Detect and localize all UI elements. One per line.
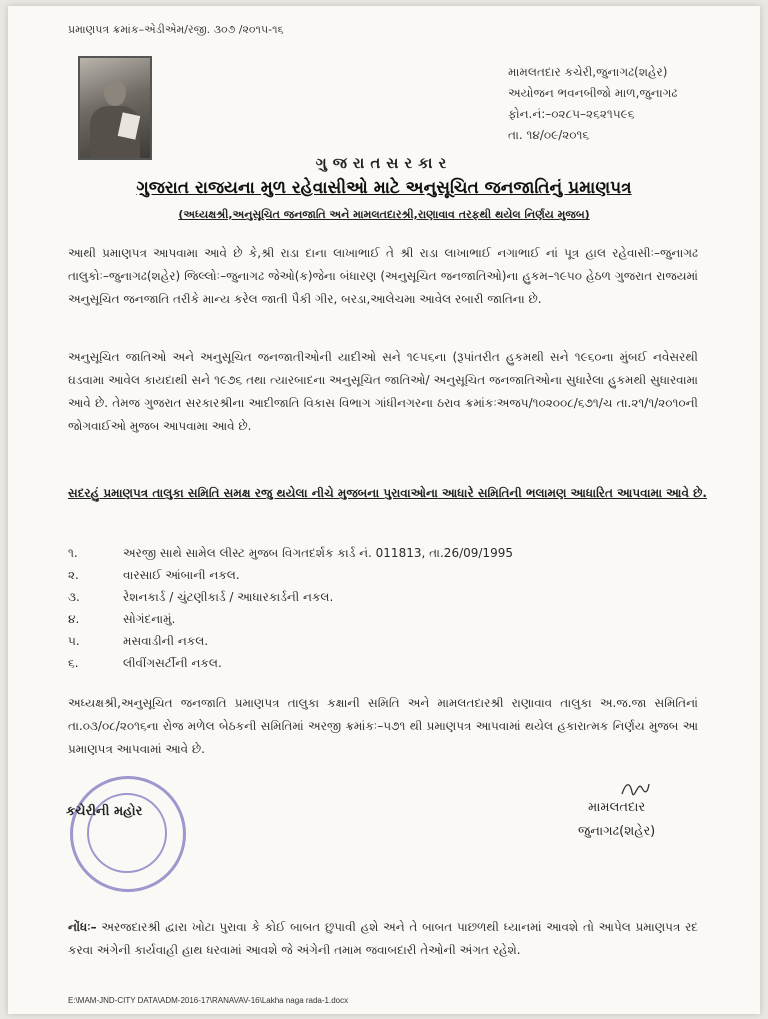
issue-date: તા. ૧૪/૦૯/૨૦૧૬ bbox=[508, 128, 590, 142]
office-seal-label: કચેરીની મહોર bbox=[66, 804, 143, 819]
list-item-text: સોગંદનામું. bbox=[123, 612, 176, 626]
applicant-photo bbox=[78, 56, 152, 160]
note-label: નોંધઃ– bbox=[68, 920, 97, 934]
certificate-reference-number: પ્રમાણપત્ર ક્રમાંક–એડીએમ/રજી. ૩૦૭ /૨૦૧૫-૧૬ bbox=[68, 23, 284, 36]
office-address: અયોજન ભવનબીજો માળ,જુનાગઢ bbox=[508, 86, 678, 100]
list-item-number: ૫. bbox=[68, 634, 80, 648]
certificate-title: ગુજરાત રાજયના મુળ રહેવાસીઓ માટે અનુસૂચિત જનજાતિનું પ્રમાણપત્ર bbox=[136, 178, 632, 198]
list-item-number: ૩. bbox=[68, 590, 80, 604]
note-text: અરજદારશ્રી દ્વારા ખોટા પુરાવા કે કોઈ બાબત છુપાવી હશે અને તે બાબત પાછળથી ધ્યાનમાં આવશે તો આપેલ પ્રમાણપત્ર રદ કરવા અંગેની કાર્યવાહી હાથ ધરવામાં આવશે જે અંગેની તમામ જવાબદારી તેઓની અંગત રહેશે. bbox=[68, 920, 698, 957]
list-item-number: ૨. bbox=[68, 568, 79, 582]
list-item-text: લીવીંગસર્ટીની નકલ. bbox=[123, 656, 222, 670]
signature-mark bbox=[620, 778, 650, 798]
legal-basis-paragraph: અનુસૂચિત જાતિઓ અને અનુસૂચિત જનજાતીઓની યાદીઓ સને ૧૯૫૬ના (રૂપાંતરીત હુકમથી સને ૧૯૬૦ના મુંબઈ નવેસરથી ઘડવામા આવેલ કાયદાથી સને ૧૯૭૬ તથા ત્યારબાદના અનુસૂચિત જાતિઓ/ અનુસૂચિત જનજાતિઓના સુધારેલા હુકમથી સુધારવામા આવે છે. તેમજ ગુજરાત સરકારશ્રીના આદીજાતિ વિકાસ વિભાગ ગાંધીનગરના ઠરાવ ક્રમાંકઃઅજપ/૧૦૨૦૦૮/૬૭૧/ચ તા.૨૧/૧/૨૦૧૦ની જોગવાઈઓ મુજબ આપવામા આવે છે. bbox=[68, 350, 698, 433]
certificate-page bbox=[8, 6, 760, 1014]
list-item-number: ૧. bbox=[68, 546, 78, 560]
officer-title: મામલતદાર bbox=[588, 800, 646, 815]
committee-decision-paragraph: અધ્યક્ષશ્રી,અનુસૂચિત જનજાતિ પ્રમાણપત્ર તાલુકા કક્ષાની સમિતિ અને મામલતદારશ્રી રાણાવાવ તાલુકા અ.જ.જા સમિતિનાં તા.૦૩/૦૮/૨૦૧૬ના રોજ મળેલ બેઠકની સમિતિમાં અરજી ક્રમાંકઃ–૫૭૧ થી પ્રમાણપત્ર આપવામાં થયેલ હકારાત્મક નિર્ણય મુજબ આ પ્રમાણપત્ર આપવામાં આવે છે. bbox=[68, 696, 698, 756]
list-item-text: મસવાડીની નકલ. bbox=[123, 634, 209, 648]
evidence-heading: સદરહું પ્રમાણપત્ર તાલુકા સમિતિ સમક્ષ રજુ થયેલા નીચે મુજબના પુરાવાઓના આધારે સમિતિની ભલામણ આધારિત આપવામા આવે છે. bbox=[68, 486, 707, 500]
office-name: મામલતદાર કચેરી,જુનાગઢ(શહેર) bbox=[508, 65, 668, 79]
officer-place: જુનાગઢ(શહેર) bbox=[578, 824, 656, 839]
certificate-subtitle: (અધ્યક્ષશ્રી,અનુસૂચિત જનજાતિ અને મામલતદારશ્રી,રાણાવાવ તરફથી થયેલ નિર્ણય મુજબ) bbox=[178, 208, 590, 221]
certification-paragraph: આથી પ્રમાણપત્ર આપવામા આવે છે કે,શ્રી રાડા દાના લાખાભાઈ તે શ્રી રાડા લાખાભાઈ નગાભાઈ નાં પૂત્ર હાલ રહેવાસીઃ–જુનાગઢ તાલુકોઃ–જુનાગઢ(શહેર) જિલ્લોઃ–જુનાગઢ જેઓ(ક)જેના બંધારણ (અનુસૂચિત જનજાતિઓ)ના હુકમ–૧૯૫૦ હેઠળ ગુજરાત રાજયમાં અનુસૂચિત જનજાતિ તરીકે માન્ય કરેલ જાતી પૈકી ગીર, બરડા,આલેચમા આવેલ રબારી જાતિના છે. bbox=[68, 246, 698, 306]
office-seal-stamp bbox=[70, 776, 186, 892]
officer-signature-block bbox=[578, 796, 655, 844]
list-item-number: ૬. bbox=[68, 656, 79, 670]
list-item-text: રેશનકાર્ડ / ચુંટણીકાર્ડ / આધારકાર્ડની નકલ. bbox=[123, 590, 334, 604]
disclaimer-note bbox=[68, 916, 698, 962]
list-item-text: વારસાઈ આંબાની નકલ. bbox=[123, 568, 240, 582]
list-item-text: અરજી સાથે સામેલ લીસ્ટ મુજબ વિગતદર્શક કાર્ડ નં. 011813, તા.26/09/1995 bbox=[123, 546, 513, 560]
office-phone: ફોન.નં:–૦૨૮૫–૨૬૨૧૫૯૬ bbox=[508, 107, 635, 121]
file-path-footer: E:\MAM-JND-CITY DATA\ADM-2016-17\RANAVAV-16\Lakha naga rada-1.docx bbox=[68, 996, 349, 1005]
government-heading: ગુજરાતસરકાર bbox=[315, 154, 453, 172]
list-item-number: ૪. bbox=[68, 612, 80, 626]
office-address-block bbox=[508, 62, 677, 146]
